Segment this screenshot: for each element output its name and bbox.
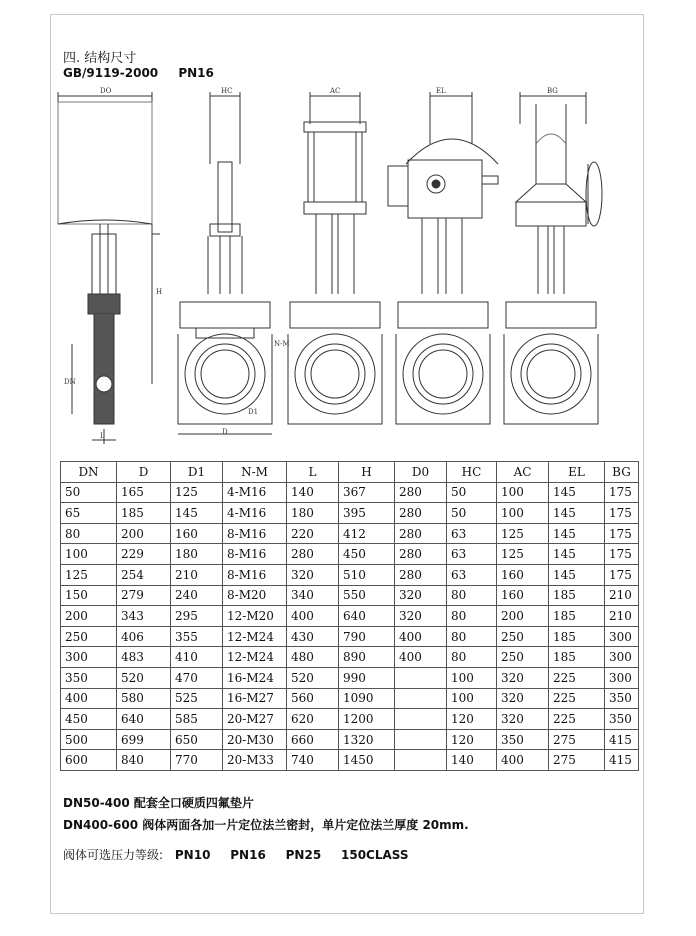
table-cell: 140	[447, 750, 497, 771]
table-cell: 210	[605, 606, 639, 627]
table-cell: 145	[549, 523, 605, 544]
pressure-line	[63, 846, 417, 863]
table-row	[61, 482, 639, 503]
table-cell: 145	[171, 503, 223, 524]
standard-pressure: PN16	[178, 66, 214, 80]
table-cell: 200	[61, 606, 117, 627]
table-cell: 400	[497, 750, 549, 771]
table-cell: 100	[447, 667, 497, 688]
table-cell: 525	[171, 688, 223, 709]
table-cell: 185	[549, 626, 605, 647]
table-row	[61, 688, 639, 709]
table-cell: 699	[117, 729, 171, 750]
table-cell: 430	[287, 626, 339, 647]
table-cell: 225	[549, 709, 605, 730]
note-line: DN50-400 配套全口硬质四氟垫片	[63, 796, 254, 810]
drawing-handwheel-side	[58, 92, 163, 444]
table-cell: 250	[61, 626, 117, 647]
table-cell: 4-M16	[223, 482, 287, 503]
table-cell: 160	[497, 585, 549, 606]
table-cell: 320	[395, 606, 447, 627]
table-cell: 8-M20	[223, 585, 287, 606]
table-cell: 280	[395, 482, 447, 503]
table-cell: 300	[605, 647, 639, 668]
pressure-value: 150CLASS	[341, 848, 409, 862]
drawing-hc-front	[178, 92, 272, 434]
table-cell: 175	[605, 523, 639, 544]
pressure-value: PN25	[285, 848, 322, 862]
table-cell: 500	[61, 729, 117, 750]
table-cell: 320	[497, 709, 549, 730]
dimensions-table	[60, 461, 639, 771]
table-cell: 175	[605, 564, 639, 585]
table-cell: 145	[549, 503, 605, 524]
table-cell: 8-M16	[223, 564, 287, 585]
label-el: EL	[436, 87, 446, 95]
table-cell: 280	[395, 544, 447, 565]
table-cell: 150	[61, 585, 117, 606]
table-cell: 80	[447, 626, 497, 647]
table-cell: 63	[447, 544, 497, 565]
col-header: D	[117, 462, 171, 483]
table-cell	[395, 729, 447, 750]
table-cell: 125	[61, 564, 117, 585]
table-cell: 180	[171, 544, 223, 565]
label-d1: D1	[248, 408, 259, 416]
table-cell: 340	[287, 585, 339, 606]
table-cell: 63	[447, 564, 497, 585]
table-cell: 220	[287, 523, 339, 544]
table-cell: 145	[549, 544, 605, 565]
table-cell: 160	[171, 523, 223, 544]
table-cell: 415	[605, 729, 639, 750]
table-cell: 80	[447, 585, 497, 606]
table-cell: 16-M24	[223, 667, 287, 688]
table-cell: 180	[287, 503, 339, 524]
table-cell: 280	[395, 564, 447, 585]
table-cell: 145	[549, 564, 605, 585]
table-row	[61, 729, 639, 750]
table-cell: 65	[61, 503, 117, 524]
table-cell: 650	[171, 729, 223, 750]
label-l: L	[100, 432, 105, 440]
table-cell: 280	[395, 523, 447, 544]
table-cell: 406	[117, 626, 171, 647]
table-cell: 400	[287, 606, 339, 627]
label-dn: DN	[64, 378, 76, 386]
table-cell: 16-M27	[223, 688, 287, 709]
table-cell: 560	[287, 688, 339, 709]
col-header: DN	[61, 462, 117, 483]
table-row	[61, 709, 639, 730]
table-cell: 200	[497, 606, 549, 627]
table-cell: 185	[549, 585, 605, 606]
col-header: BG	[605, 462, 639, 483]
table-cell: 400	[395, 647, 447, 668]
table-cell: 520	[117, 667, 171, 688]
table-cell: 275	[549, 729, 605, 750]
table-cell: 100	[61, 544, 117, 565]
table-cell: 185	[549, 606, 605, 627]
table-cell: 280	[287, 544, 339, 565]
table-row	[61, 647, 639, 668]
pressure-value: PN16	[230, 848, 266, 862]
table-row	[61, 523, 639, 544]
table-cell: 483	[117, 647, 171, 668]
table-cell: 320	[497, 667, 549, 688]
table-cell: 320	[395, 585, 447, 606]
table-cell: 320	[287, 564, 339, 585]
table-cell: 165	[117, 482, 171, 503]
col-header: AC	[497, 462, 549, 483]
table-cell: 12-M24	[223, 626, 287, 647]
table-header-row	[61, 462, 639, 483]
table-cell: 175	[605, 544, 639, 565]
table-cell: 585	[171, 709, 223, 730]
table-cell: 400	[395, 626, 447, 647]
pressure-value: PN10	[174, 848, 211, 862]
table-cell: 254	[117, 564, 171, 585]
table-row	[61, 544, 639, 565]
table-cell: 4-M16	[223, 503, 287, 524]
col-header: D0	[395, 462, 447, 483]
table-cell	[395, 709, 447, 730]
drawing-pneumatic	[288, 92, 382, 424]
table-cell: 350	[61, 667, 117, 688]
table-cell: 12-M20	[223, 606, 287, 627]
table-cell: 80	[61, 523, 117, 544]
table-cell: 300	[61, 647, 117, 668]
table-cell: 410	[171, 647, 223, 668]
standard-line	[63, 66, 230, 80]
table-cell: 120	[447, 709, 497, 730]
table-cell: 415	[605, 750, 639, 771]
label-nm: N-M	[274, 340, 290, 348]
table-row	[61, 750, 639, 771]
table-cell: 350	[605, 688, 639, 709]
drawing-bevel-gear	[504, 92, 602, 424]
label-d: D	[222, 428, 228, 436]
table-cell: 300	[605, 667, 639, 688]
table-cell: 210	[171, 564, 223, 585]
table-cell: 660	[287, 729, 339, 750]
table-cell: 145	[549, 482, 605, 503]
table-cell: 790	[339, 626, 395, 647]
table-row	[61, 503, 639, 524]
note-line: DN400-600 阀体两面各加一片定位法兰密封，单片定位法兰厚度 20mm.	[63, 818, 469, 832]
table-cell: 120	[447, 729, 497, 750]
valve-drawings	[52, 84, 644, 456]
table-cell: 1450	[339, 750, 395, 771]
table-cell: 470	[171, 667, 223, 688]
table-cell: 640	[339, 606, 395, 627]
table-cell: 620	[287, 709, 339, 730]
drawing-electric	[388, 92, 498, 424]
table-cell: 550	[339, 585, 395, 606]
table-cell	[395, 688, 447, 709]
table-cell: 8-M16	[223, 544, 287, 565]
table-cell: 20-M30	[223, 729, 287, 750]
table-cell: 890	[339, 647, 395, 668]
section-heading: 四. 结构尺寸	[63, 51, 137, 66]
table-cell: 1200	[339, 709, 395, 730]
table-cell: 185	[117, 503, 171, 524]
table-cell: 320	[497, 688, 549, 709]
table-cell: 450	[339, 544, 395, 565]
table-row	[61, 606, 639, 627]
table-cell: 840	[117, 750, 171, 771]
label-hc: HC	[221, 87, 233, 95]
table-cell: 100	[447, 688, 497, 709]
table-cell: 50	[447, 503, 497, 524]
table-cell: 280	[395, 503, 447, 524]
table-cell: 125	[171, 482, 223, 503]
table-cell: 200	[117, 523, 171, 544]
table-cell: 510	[339, 564, 395, 585]
table-cell: 175	[605, 482, 639, 503]
table-cell: 210	[605, 585, 639, 606]
table-cell: 1090	[339, 688, 395, 709]
table-cell: 140	[287, 482, 339, 503]
table-cell: 229	[117, 544, 171, 565]
standard-code: GB/9119-2000	[63, 66, 159, 80]
table-cell: 355	[171, 626, 223, 647]
table-row	[61, 585, 639, 606]
table-cell: 160	[497, 564, 549, 585]
table-cell: 50	[447, 482, 497, 503]
table-cell: 350	[497, 729, 549, 750]
table-cell: 225	[549, 667, 605, 688]
col-header: H	[339, 462, 395, 483]
table-cell: 990	[339, 667, 395, 688]
table-cell: 450	[61, 709, 117, 730]
table-cell: 125	[497, 523, 549, 544]
table-cell: 1320	[339, 729, 395, 750]
table-cell: 125	[497, 544, 549, 565]
table-cell: 395	[339, 503, 395, 524]
table-cell	[395, 667, 447, 688]
table-cell: 100	[497, 482, 549, 503]
pressure-label: 阀体可选压力等级:	[63, 848, 164, 862]
table-cell: 300	[605, 626, 639, 647]
table-cell: 279	[117, 585, 171, 606]
label-d0: DO	[100, 87, 112, 95]
table-cell: 63	[447, 523, 497, 544]
table-cell: 80	[447, 647, 497, 668]
table-cell: 350	[605, 709, 639, 730]
table-row	[61, 564, 639, 585]
table-cell: 343	[117, 606, 171, 627]
label-bg: BG	[547, 87, 558, 95]
notes	[63, 792, 469, 836]
table-cell: 770	[171, 750, 223, 771]
table-cell: 400	[61, 688, 117, 709]
table-cell: 520	[287, 667, 339, 688]
table-cell: 295	[171, 606, 223, 627]
table-cell: 185	[549, 647, 605, 668]
label-h: H	[156, 288, 163, 296]
table-cell: 412	[339, 523, 395, 544]
col-header: N-M	[223, 462, 287, 483]
label-ac: AC	[330, 87, 341, 95]
col-header: EL	[549, 462, 605, 483]
table-cell: 12-M24	[223, 647, 287, 668]
table-row	[61, 626, 639, 647]
table-cell: 640	[117, 709, 171, 730]
table-cell: 250	[497, 626, 549, 647]
table-cell: 240	[171, 585, 223, 606]
table-cell: 80	[447, 606, 497, 627]
col-header: L	[287, 462, 339, 483]
table-cell: 600	[61, 750, 117, 771]
table-cell: 175	[605, 503, 639, 524]
table-cell: 8-M16	[223, 523, 287, 544]
col-header: D1	[171, 462, 223, 483]
table-cell: 480	[287, 647, 339, 668]
table-cell: 275	[549, 750, 605, 771]
table-cell	[395, 750, 447, 771]
col-header: HC	[447, 462, 497, 483]
table-cell: 225	[549, 688, 605, 709]
table-cell: 740	[287, 750, 339, 771]
table-cell: 100	[497, 503, 549, 524]
table-cell: 250	[497, 647, 549, 668]
table-cell: 20-M33	[223, 750, 287, 771]
table-cell: 20-M27	[223, 709, 287, 730]
table-cell: 50	[61, 482, 117, 503]
table-cell: 580	[117, 688, 171, 709]
table-cell: 367	[339, 482, 395, 503]
table-row	[61, 667, 639, 688]
